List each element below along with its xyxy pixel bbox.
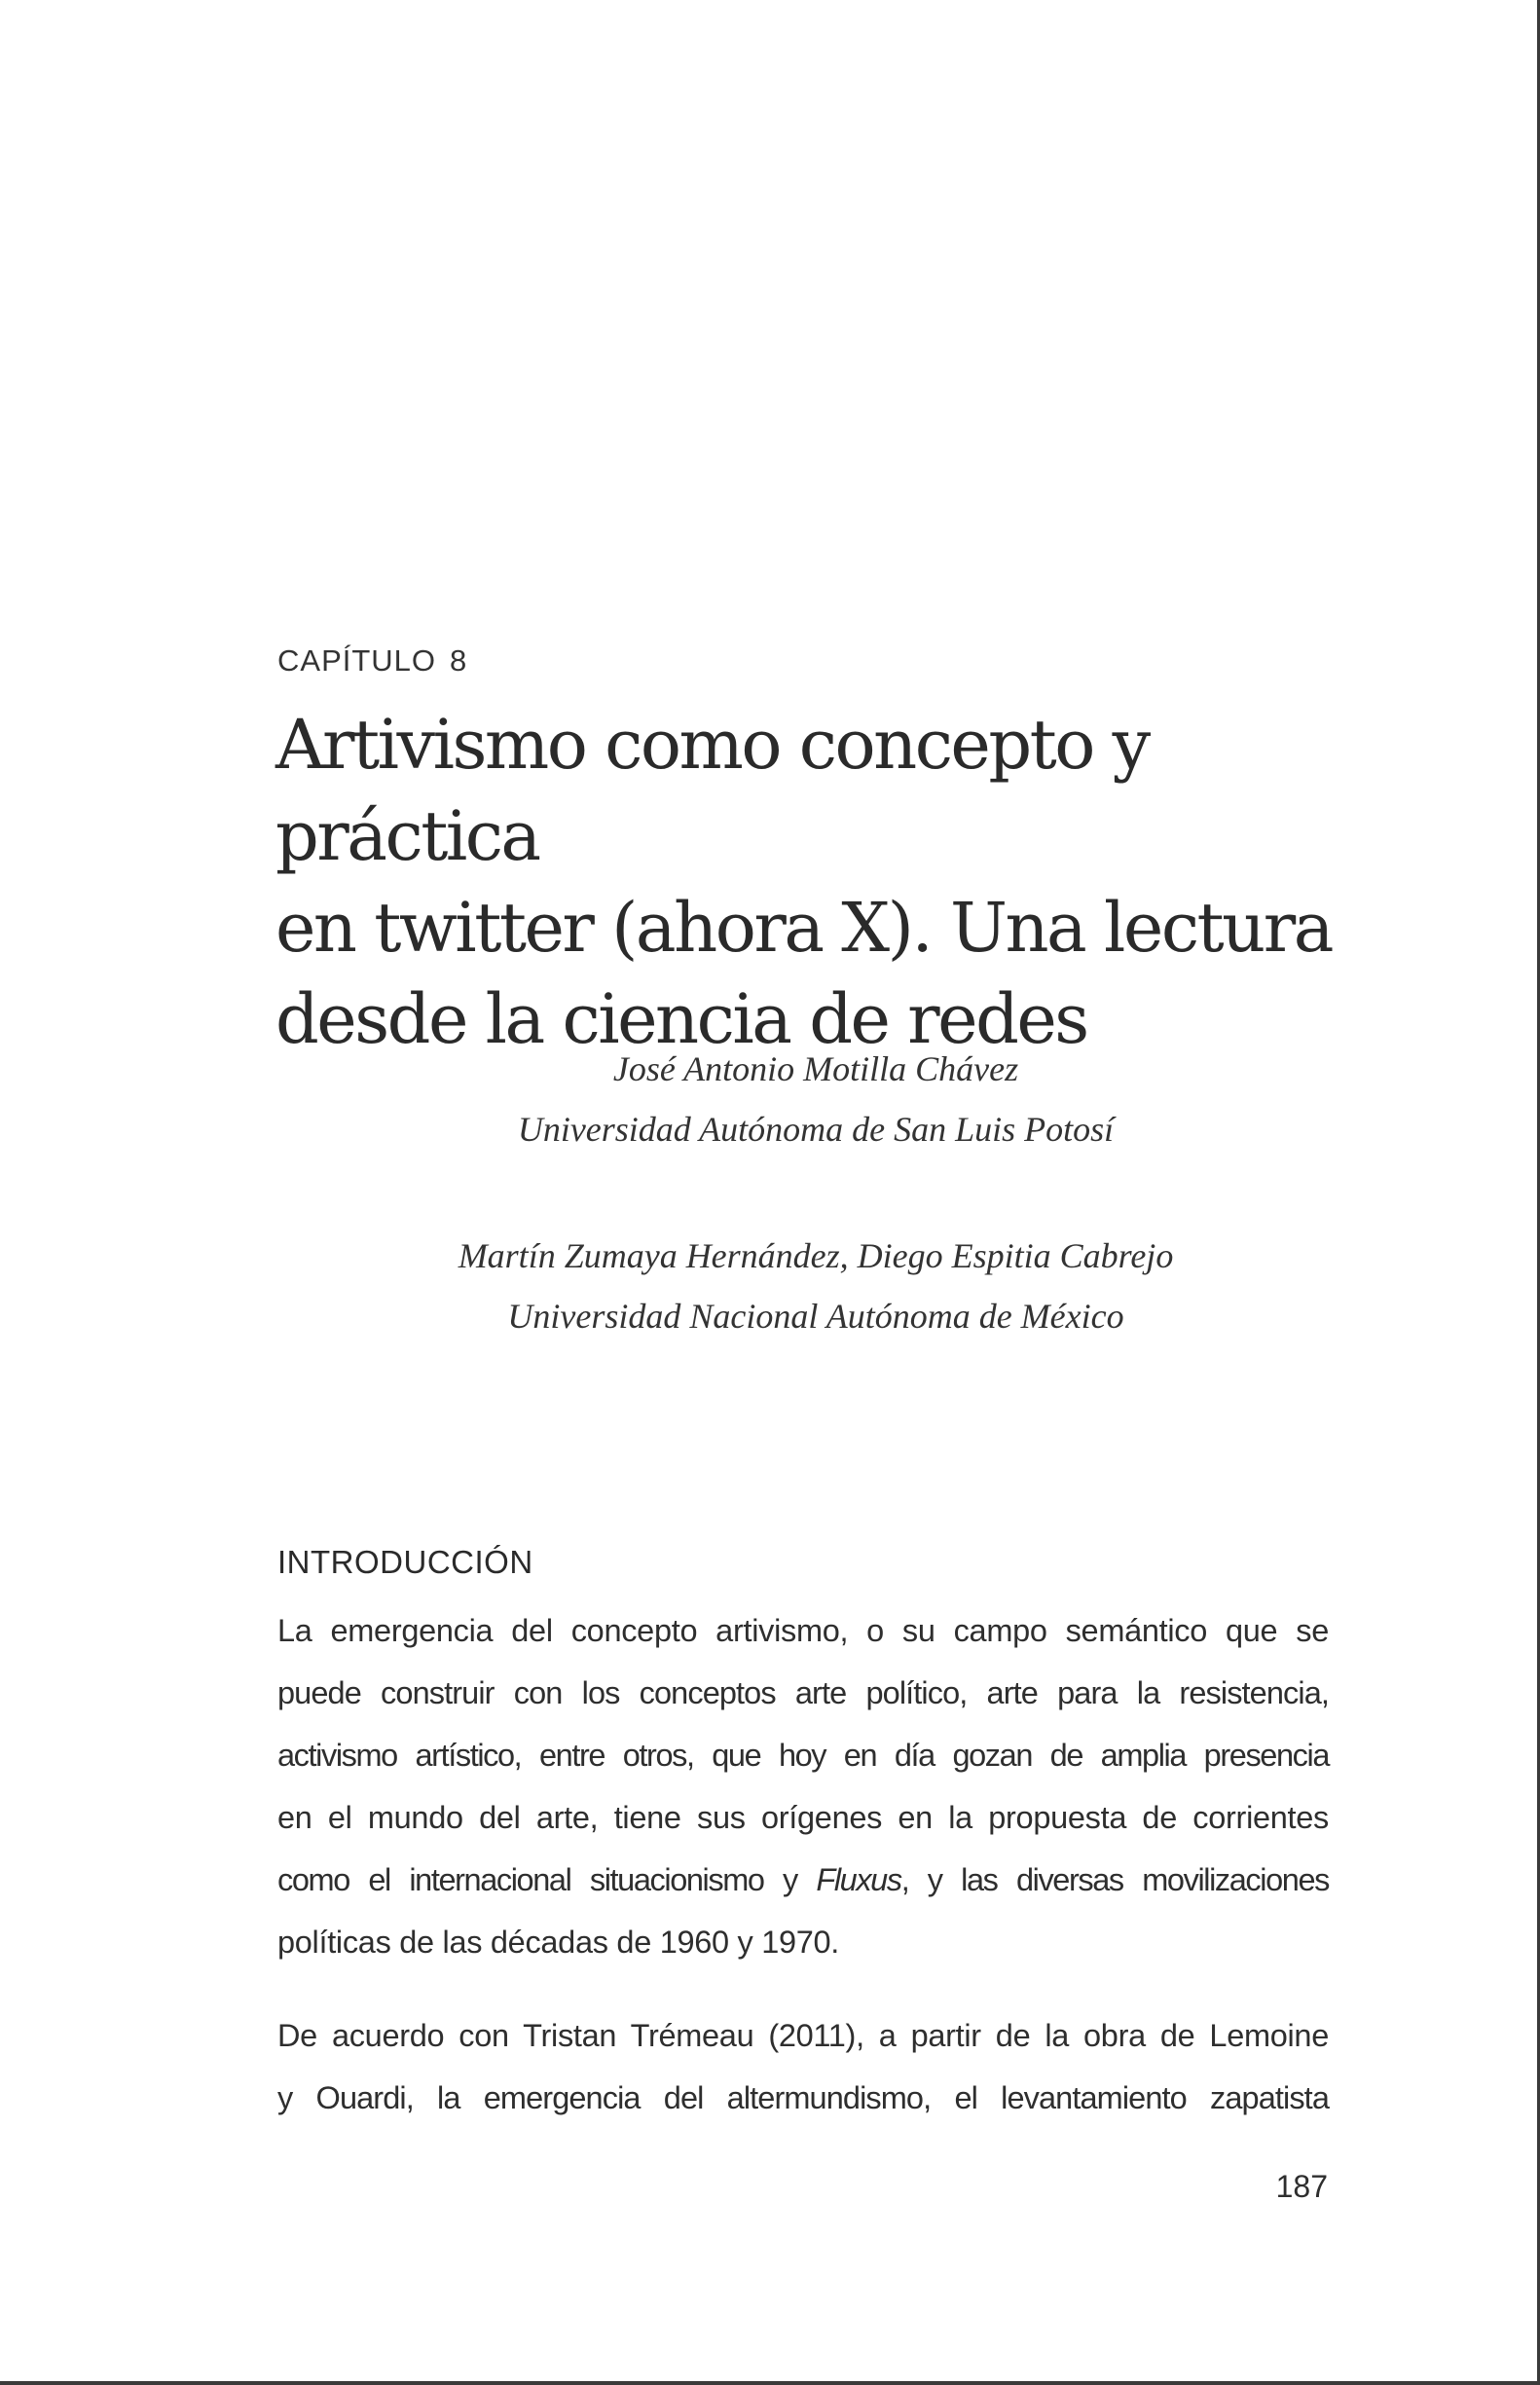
body-paragraph	[277, 2004, 1329, 2129]
chapter-title	[275, 699, 1356, 1065]
italic-term: Fluxus	[816, 1862, 901, 1897]
body-paragraph	[277, 1599, 1329, 1973]
chapter-title-line: en twitter (ahora X). Una lectura	[275, 888, 1332, 968]
paragraph-line: activismo artístico, entre otros, que hoy en día gozan de amplia presencia	[277, 1738, 1329, 1773]
paragraph-line: puede construir con los conceptos arte político, arte para la resistencia,	[277, 1675, 1329, 1710]
paragraph-line: en el mundo del arte, tiene sus orígenes en la propuesta de corrientes	[277, 1800, 1329, 1835]
paragraph-line: y Ouardi, la emergencia del altermundismo, el levantamiento zapatista	[277, 2080, 1329, 2115]
author-block	[275, 1226, 1356, 1346]
page-edge-bottom	[0, 2381, 1540, 2385]
paragraph-line: La emergencia del concepto artivismo, o su campo semántico que se	[277, 1613, 1329, 1648]
author-names: Martín Zumaya Hernández, Diego Espitia Cabrejo	[458, 1236, 1174, 1275]
author-affiliation: Universidad Autónoma de San Luis Potosí	[517, 1110, 1115, 1149]
author-affiliation: Universidad Nacional Autónoma de México	[507, 1297, 1124, 1336]
chapter-title-line: desde la ciencia de redes	[275, 979, 1087, 1059]
chapter-label	[277, 643, 467, 679]
paragraph-line: De acuerdo con Tristan Trémeau (2011), a partir de la obra de Lemoine	[277, 2018, 1329, 2053]
chapter-title-line: Artivismo como concepto y práctica	[275, 705, 1149, 876]
paragraph-line: políticas de las décadas de 1960 y 1970.	[277, 1925, 840, 1960]
chapter-label-text: CAPÍTULO	[277, 643, 437, 678]
section-heading: INTRODUCCIÓN	[277, 1544, 533, 1580]
chapter-number: 8	[450, 643, 468, 678]
author-names: José Antonio Motilla Chávez	[612, 1049, 1019, 1088]
paragraph-line	[277, 1849, 1329, 1911]
page-number: 187	[1275, 2169, 1328, 2204]
paragraph-line-text: , y las diversas movilizaciones	[900, 1862, 1329, 1897]
paragraph-line-text: como el internacional situacionismo y	[277, 1862, 817, 1897]
author-block	[275, 1039, 1356, 1159]
